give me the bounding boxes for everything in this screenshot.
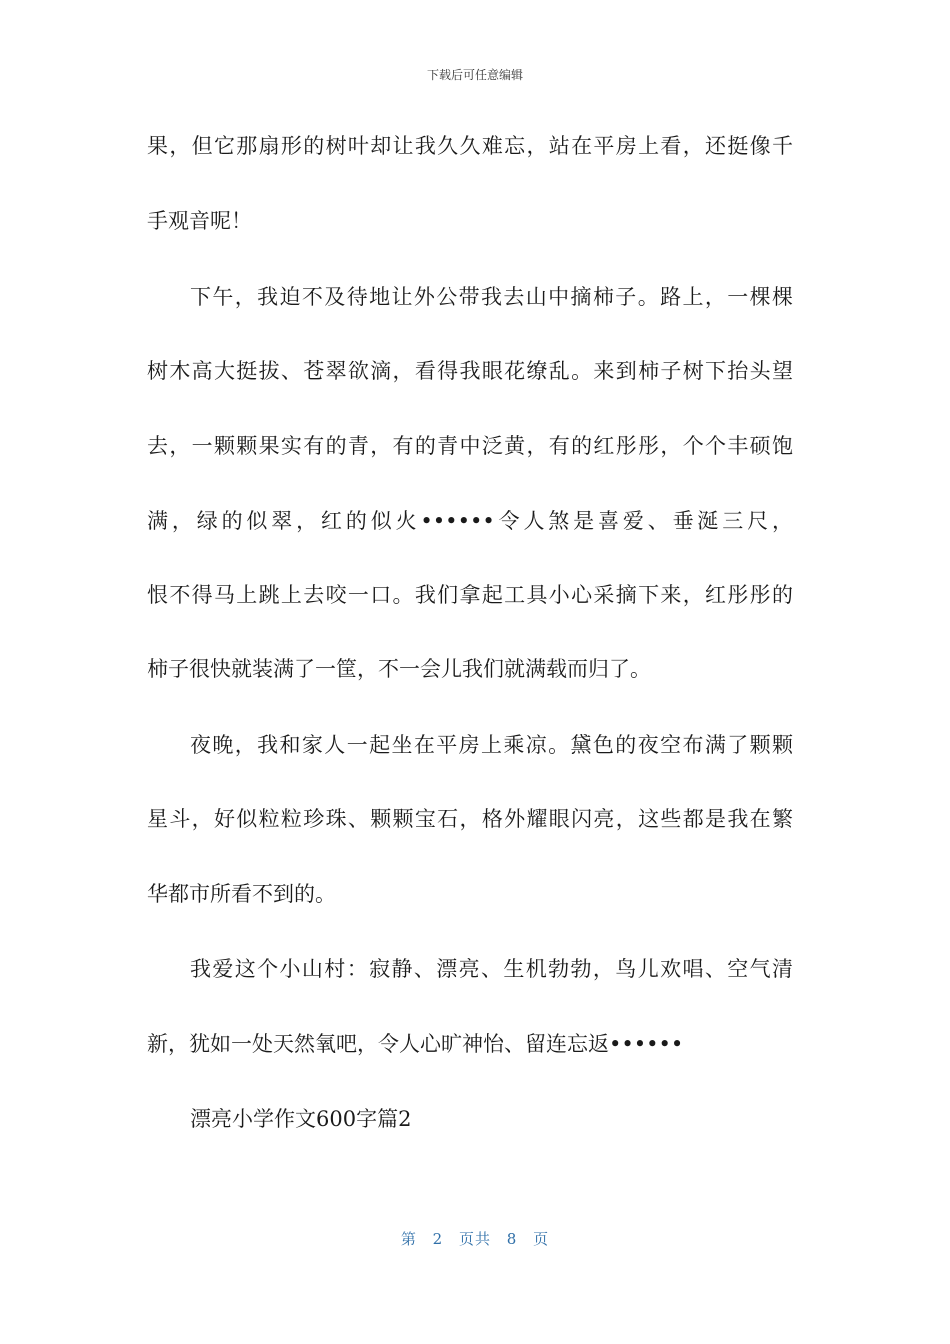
total-page-number: 8 (506, 1230, 518, 1248)
page-header: 下载后可任意编辑 (426, 68, 523, 82)
text-line: 树木高大挺拔、苍翠欲滴，看得我眼花缭乱。来到柿子树下抬头望 (147, 359, 793, 383)
footer-prefix: 第 (400, 1230, 417, 1248)
paragraph-start-line: 夜晚，我和家人一起坐在平房上乘凉。黛色的夜空布满了颗颗 (190, 733, 793, 757)
text-line: 满，绿的似翠，红的似火••••••令人煞是喜爱、垂涎三尺， (147, 509, 793, 533)
text-line: 果，但它那扇形的树叶却让我久久难忘，站在平房上看，还挺像千 (147, 134, 793, 158)
paragraph-start-line: 我爱这个小山村：寂静、漂亮、生机勃勃，鸟儿欢唱、空气清 (190, 957, 793, 981)
text-line: 恨不得马上跳上去咬一口。我们拿起工具小心采摘下来，红彤彤的 (147, 583, 793, 607)
text-line: 去，一颗颗果实有的青，有的青中泛黄，有的红彤彤，个个丰硕饱 (147, 434, 793, 458)
text-line: 华都市所看不到的。 (147, 882, 336, 906)
section-heading: 漂亮小学作文600字篇2 (190, 1107, 412, 1131)
text-line: 星斗，好似粒粒珍珠、颗颗宝石，格外耀眼闪亮，这些都是我在繁 (147, 807, 793, 831)
text-line: 手观音呢！ (147, 209, 252, 233)
footer-suffix: 页 (533, 1230, 550, 1248)
text-line: 柿子很快就装满了一筐，不一会儿我们就满载而归了。 (147, 657, 651, 681)
text-line: 新，犹如一处天然氧吧，令人心旷神怡、留连忘返•••••• (147, 1032, 684, 1056)
page-footer (0, 1228, 950, 1249)
current-page-number: 2 (432, 1230, 444, 1248)
footer-middle: 页共 (458, 1230, 491, 1248)
paragraph-start-line: 下午，我迫不及待地让外公带我去山中摘柿子。路上，一棵棵 (190, 285, 793, 309)
